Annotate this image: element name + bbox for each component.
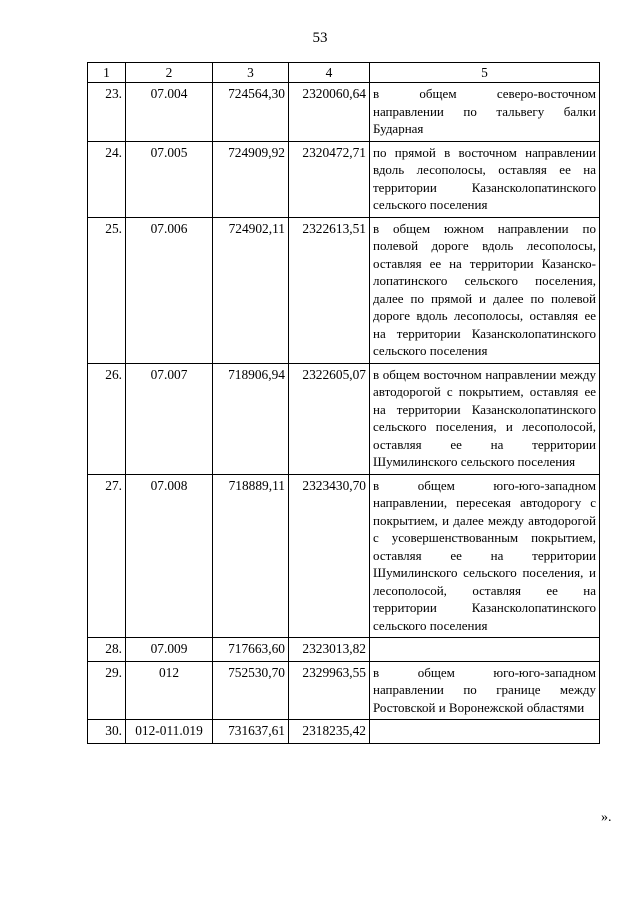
table-row xyxy=(88,661,600,720)
x-coordinate: 718906,94 xyxy=(213,363,289,474)
y-coordinate: 2323430,70 xyxy=(289,474,370,638)
boundary-description: в общем восточном направлении между автодорогой с покрытием, оставляя ее на территории Казансколопатинского сельского поселения, и лесополосой, оставляя ее на территории Шумилинского сельского поселения xyxy=(370,363,600,474)
x-coordinate: 724902,11 xyxy=(213,217,289,363)
y-coordinate: 2320060,64 xyxy=(289,83,370,142)
boundary-description: в общем северо-восточном направлении по тальвегу балки Бударная xyxy=(370,83,600,142)
boundary-description xyxy=(370,638,600,662)
x-coordinate: 718889,11 xyxy=(213,474,289,638)
y-coordinate: 2323013,82 xyxy=(289,638,370,662)
y-coordinate: 2322613,51 xyxy=(289,217,370,363)
point-id: 07.009 xyxy=(126,638,213,662)
table-row xyxy=(88,474,600,638)
boundary-description: по прямой в восточном направлении вдоль лесополосы, оставляя ее на территории Казансколопатинского сельского поселения xyxy=(370,141,600,217)
x-coordinate: 724564,30 xyxy=(213,83,289,142)
point-id: 012-011.019 xyxy=(126,720,213,744)
table-row xyxy=(88,217,600,363)
point-id: 012 xyxy=(126,661,213,720)
boundary-description: в общем юго-юго-западном направлении по границе между Ростовской и Воронежской областями xyxy=(370,661,600,720)
boundary-points-table xyxy=(87,62,600,744)
point-id: 07.007 xyxy=(126,363,213,474)
table-row xyxy=(88,638,600,662)
y-coordinate: 2320472,71 xyxy=(289,141,370,217)
x-coordinate: 731637,61 xyxy=(213,720,289,744)
table-row xyxy=(88,141,600,217)
table-row xyxy=(88,83,600,142)
point-id: 07.006 xyxy=(126,217,213,363)
boundary-description: в общем юго-юго-западном направлении, пересекая автодорогу с покрытием, и далее между автодорогой с усовершенствованным покрытием, оставляя ее на территории Шумилинского сельского поселения, и лесополосой, оставляя ее на территории Казансколопатинского сельского поселения xyxy=(370,474,600,638)
row-number: 28. xyxy=(88,638,126,662)
x-coordinate: 717663,60 xyxy=(213,638,289,662)
point-id: 07.005 xyxy=(126,141,213,217)
row-number: 26. xyxy=(88,363,126,474)
header-cell-5: 5 xyxy=(370,63,600,83)
header-cell-4: 4 xyxy=(289,63,370,83)
table-row xyxy=(88,363,600,474)
header-cell-3: 3 xyxy=(213,63,289,83)
row-number: 25. xyxy=(88,217,126,363)
y-coordinate: 2322605,07 xyxy=(289,363,370,474)
table-header-row xyxy=(88,63,600,83)
row-number: 29. xyxy=(88,661,126,720)
header-cell-2: 2 xyxy=(126,63,213,83)
point-id: 07.008 xyxy=(126,474,213,638)
x-coordinate: 752530,70 xyxy=(213,661,289,720)
x-coordinate: 724909,92 xyxy=(213,141,289,217)
header-cell-1: 1 xyxy=(88,63,126,83)
row-number: 23. xyxy=(88,83,126,142)
closing-quote: ». xyxy=(601,810,612,825)
row-number: 30. xyxy=(88,720,126,744)
row-number: 24. xyxy=(88,141,126,217)
point-id: 07.004 xyxy=(126,83,213,142)
boundary-description xyxy=(370,720,600,744)
page-number: 53 xyxy=(312,30,328,46)
boundary-description: в общем южном направлении по полевой дороге вдоль лесополосы, оставляя ее на территории Казансколопатинского сельского поселения, далее по прямой и далее по полевой дороге вдоль лесополосы, оставляя ее на территории Казансколопатинского сельского поселения xyxy=(370,217,600,363)
table-row xyxy=(88,720,600,744)
row-number: 27. xyxy=(88,474,126,638)
y-coordinate: 2318235,42 xyxy=(289,720,370,744)
y-coordinate: 2329963,55 xyxy=(289,661,370,720)
